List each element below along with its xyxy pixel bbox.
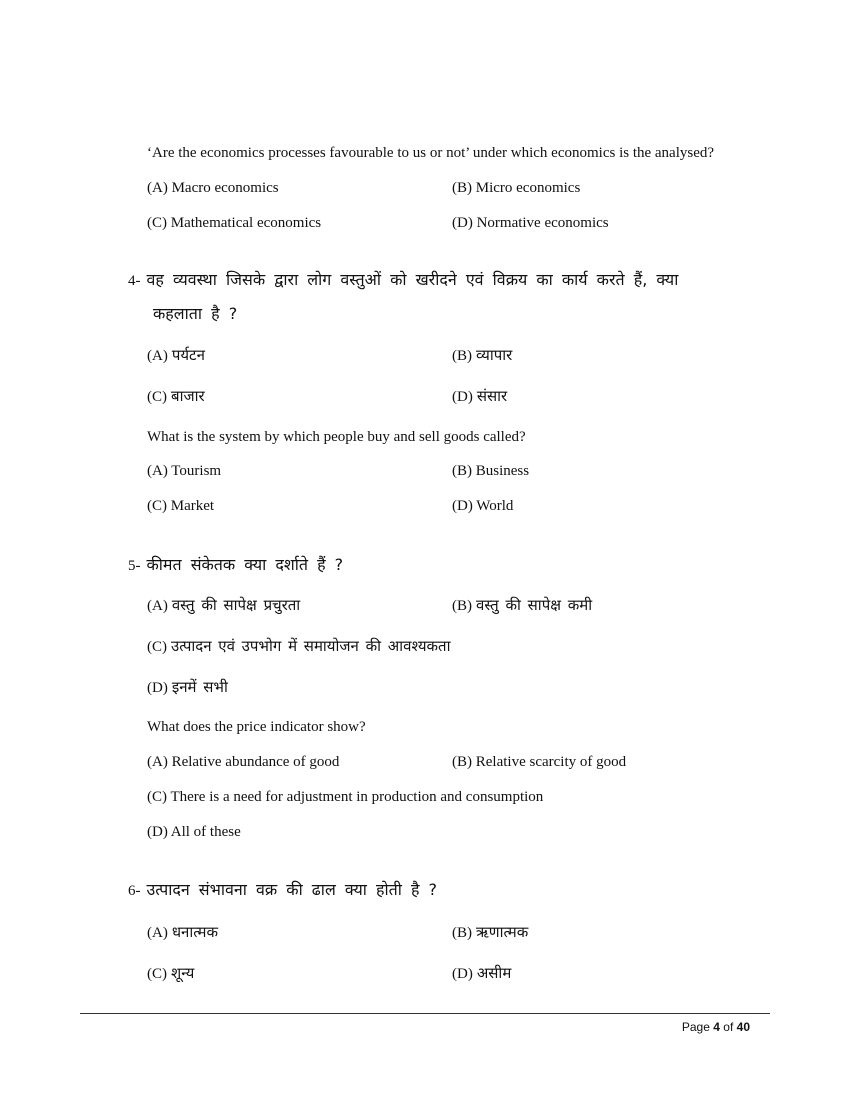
q6-hindi-question <box>128 880 437 901</box>
q5-hindi-option-c <box>147 636 451 657</box>
option-letter: (B) <box>452 348 472 364</box>
q3-option-a: (A) Macro economics <box>147 180 279 196</box>
q6-hindi-question-text: उत्पादन संभावना वक्र की ढाल क्या होती है ? <box>146 880 438 899</box>
q3-option-c: (C) Mathematical economics <box>147 215 322 231</box>
option-letter: (C) <box>147 389 167 405</box>
q4-option-d: (D) World <box>452 498 514 514</box>
option-letter: (D) <box>452 389 473 405</box>
page-total: 40 <box>736 1020 750 1034</box>
option-text: शून्य <box>171 964 195 982</box>
q4-hindi-option-d <box>452 386 507 407</box>
q4-option-a: (A) Tourism <box>147 463 222 479</box>
option-letter: (C) <box>147 966 167 982</box>
option-text: ऋणात्मक <box>476 923 529 941</box>
q6-hindi-option-d <box>452 963 511 984</box>
q5-number: 5- <box>128 558 141 574</box>
q4-hindi-option-c <box>147 386 205 407</box>
q6-number: 6- <box>128 883 141 899</box>
option-text: संसार <box>476 387 508 405</box>
page-number <box>682 1020 750 1034</box>
q3-option-d: (D) Normative economics <box>452 215 609 231</box>
q4-hindi-option-a <box>147 345 205 366</box>
q4-english-question: What is the system by which people buy and sell goods called? <box>147 429 526 445</box>
q5-option-a: (A) Relative abundance of good <box>147 754 340 770</box>
q5-option-d: (D) All of these <box>147 824 241 840</box>
q4-option-b: (B) Business <box>452 463 530 479</box>
q5-english-question: What does the price indicator show? <box>147 719 366 735</box>
q4-hindi-question-line2: कहलाता है ? <box>153 304 238 323</box>
q3-option-b: (B) Micro economics <box>452 180 581 196</box>
option-text: बाजार <box>171 387 205 405</box>
q5-hindi-option-b <box>452 595 592 616</box>
q4-hindi-option-b <box>452 345 512 366</box>
option-letter: (B) <box>452 598 472 614</box>
option-letter: (A) <box>147 925 168 941</box>
option-letter: (A) <box>147 598 168 614</box>
option-text: धनात्मक <box>171 923 218 941</box>
q6-hindi-option-c <box>147 963 194 984</box>
option-text: इनमें सभी <box>171 678 228 696</box>
q5-hindi-question <box>128 555 343 576</box>
q4-hindi-question <box>128 270 678 291</box>
option-letter: (D) <box>147 680 168 696</box>
q5-option-b: (B) Relative scarcity of good <box>452 754 627 770</box>
option-letter: (C) <box>147 639 167 655</box>
page-word: Page <box>681 1020 710 1034</box>
q6-hindi-option-a <box>147 922 218 943</box>
of-word: of <box>723 1020 734 1034</box>
option-text: वस्तु की सापेक्ष कमी <box>476 596 593 614</box>
q6-hindi-option-b <box>452 922 528 943</box>
option-text: व्यापार <box>476 346 513 364</box>
q5-hindi-option-d <box>147 677 228 698</box>
q5-hindi-option-a <box>147 595 300 616</box>
page-current: 4 <box>713 1020 720 1034</box>
option-text: असीम <box>476 964 512 982</box>
option-text: वस्तु की सापेक्ष प्रचुरता <box>171 596 301 614</box>
option-letter: (A) <box>147 348 168 364</box>
q4-hindi-question-line1: वह व्यवस्था जिसके द्वारा लोग वस्तुओं को खरीदने एवं विक्रय का कार्य करते हैं, क्या <box>146 270 679 289</box>
option-text: उत्पादन एवं उपभोग में समायोजन की आवश्यकता <box>171 637 451 655</box>
q4-option-c: (C) Market <box>147 498 215 514</box>
q5-hindi-question-text: कीमत संकेतक क्या दर्शाते हैं ? <box>146 555 344 574</box>
option-text: पर्यटन <box>171 346 205 364</box>
q5-option-c: (C) There is a need for adjustment in production and consumption <box>147 789 544 805</box>
q4-number: 4- <box>128 273 141 289</box>
option-letter: (B) <box>452 925 472 941</box>
footer-divider <box>80 1013 770 1014</box>
q3-english-question: ‘Are the economics processes favourable to us or not’ under which economics is the analysed? <box>147 145 715 161</box>
option-letter: (D) <box>452 966 473 982</box>
